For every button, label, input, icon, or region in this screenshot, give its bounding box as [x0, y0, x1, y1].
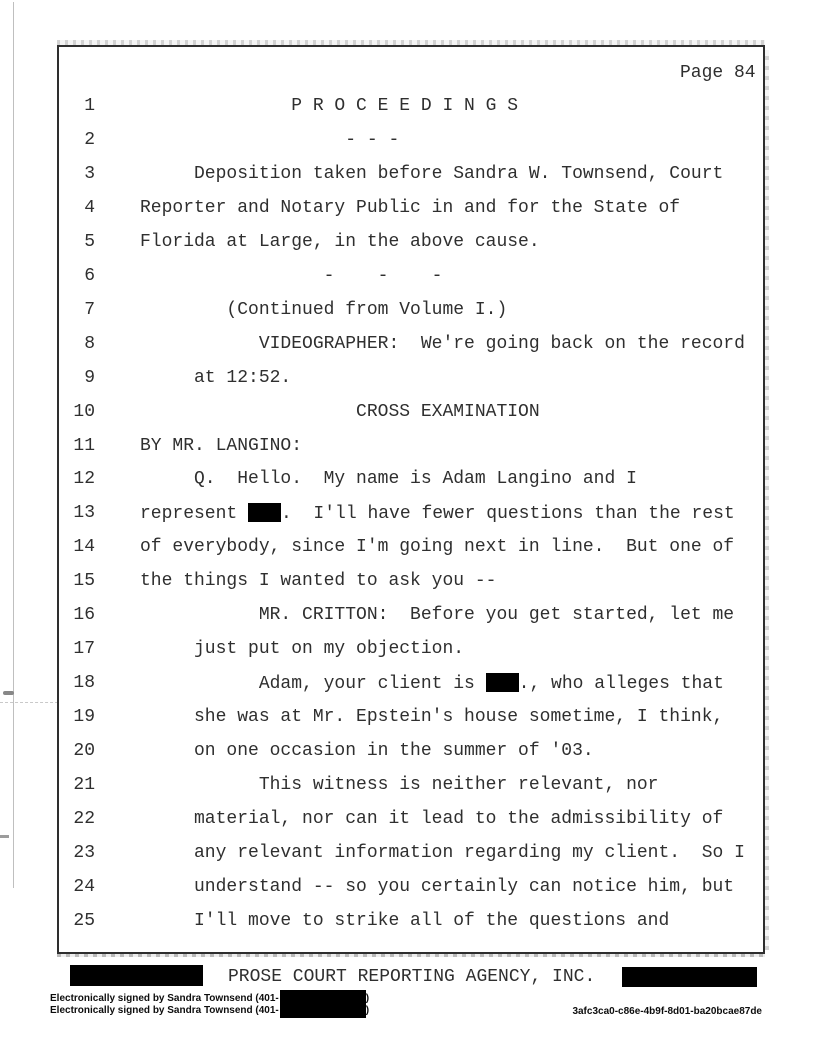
- line-number: 25: [73, 910, 95, 931]
- transcript-line: [0, 911, 816, 933]
- transcript-line: [0, 368, 816, 390]
- line-text: at 12:52.: [140, 367, 292, 388]
- line-text: - - -: [140, 129, 400, 150]
- footer-redaction-left: [70, 965, 203, 986]
- transcript-line: [0, 877, 816, 899]
- line-text: Deposition taken before Sandra W. Townsend, Court: [140, 163, 724, 184]
- transcript-line: [0, 673, 816, 695]
- line-text: just put on my objection.: [140, 639, 465, 660]
- line-number: 16: [73, 605, 95, 626]
- transcript-line: [0, 775, 816, 797]
- signature-text: Electronically signed by Sandra Townsend (401-: [50, 992, 279, 1004]
- transcript-line: [0, 96, 816, 118]
- line-number: 2: [84, 129, 95, 150]
- transcript-line: [0, 402, 816, 424]
- line-text: BY MR. LANGINO:: [140, 435, 303, 456]
- line-text: understand -- so you certainly can notice him, but: [140, 876, 735, 897]
- line-text: (Continued from Volume I.): [140, 299, 508, 320]
- line-text: of everybody, since I'm going next in line. But one of: [140, 537, 735, 558]
- line-number: 13: [73, 503, 95, 524]
- transcript-line: [0, 334, 816, 356]
- transcript-line: [0, 266, 816, 288]
- line-text: P R O C E E D I N G S: [140, 96, 519, 116]
- line-number: 24: [73, 876, 95, 897]
- redaction-box: [486, 673, 519, 692]
- transcript-line: [0, 164, 816, 186]
- line-number: 5: [84, 231, 95, 252]
- transcript-line: [0, 198, 816, 220]
- transcript-line: [0, 537, 816, 559]
- line-text: Florida at Large, in the above cause.: [140, 231, 540, 252]
- line-text: Adam, your client is ., who alleges that: [140, 674, 724, 695]
- signature-suffix: ): [365, 992, 370, 1004]
- line-number: 15: [73, 571, 95, 592]
- line-text: she was at Mr. Epstein's house sometime, I think,: [140, 707, 724, 728]
- transcript-line: [0, 605, 816, 627]
- line-number: 1: [84, 96, 95, 116]
- line-number: 20: [73, 741, 95, 762]
- transcript-line: [0, 843, 816, 865]
- line-number: 10: [73, 401, 95, 422]
- transcript-line: [0, 469, 816, 491]
- line-number: 6: [84, 265, 95, 286]
- transcript-line: [0, 130, 816, 152]
- line-text: This witness is neither relevant, nor: [140, 775, 659, 795]
- signature-suffix: ): [365, 1004, 370, 1016]
- line-number: 4: [84, 197, 95, 218]
- footer-agency-name: PROSE COURT REPORTING AGENCY, INC.: [228, 967, 596, 987]
- signature-redaction-box: [280, 1002, 366, 1018]
- transcript-line: [0, 809, 816, 831]
- signature-text: Electronically signed by Sandra Townsend (401-: [50, 1004, 279, 1016]
- line-text: material, nor can it lead to the admissibility of: [140, 808, 724, 829]
- transcript-line: [0, 300, 816, 322]
- line-number: 21: [73, 775, 95, 795]
- line-number: 11: [73, 435, 95, 456]
- line-text: I'll move to strike all of the questions and: [140, 910, 670, 931]
- line-number: 14: [73, 537, 95, 558]
- line-number: 17: [73, 639, 95, 660]
- line-number: 18: [73, 673, 95, 694]
- transcript-line: [0, 571, 816, 593]
- line-text: the things I wanted to ask you --: [140, 571, 497, 592]
- line-number: 8: [84, 333, 95, 354]
- line-text: represent . I'll have fewer questions than the rest: [140, 504, 735, 525]
- transcript-line: [0, 232, 816, 254]
- line-number: 3: [84, 163, 95, 184]
- line-number: 22: [73, 808, 95, 829]
- line-text: any relevant information regarding my client. So I: [140, 842, 745, 863]
- page-number: Page 84: [680, 63, 756, 83]
- transcript-line: [0, 639, 816, 661]
- transcript-line: [0, 436, 816, 458]
- line-text: CROSS EXAMINATION: [140, 401, 540, 422]
- document-hash: 3afc3ca0-c86e-4b9f-8d01-ba20bcae87de: [572, 1006, 762, 1017]
- transcript-line: [0, 741, 816, 763]
- line-number: 12: [73, 469, 95, 490]
- line-text: - - -: [140, 265, 443, 286]
- signature-block: [50, 992, 369, 1016]
- line-number: 9: [84, 367, 95, 388]
- line-text: Reporter and Notary Public in and for the State of: [140, 197, 681, 218]
- redaction-box: [248, 503, 281, 522]
- line-text: VIDEOGRAPHER: We're going back on the record: [140, 333, 745, 354]
- line-text: on one occasion in the summer of '03.: [140, 741, 594, 762]
- transcript-line: [0, 503, 816, 525]
- line-number: 19: [73, 707, 95, 728]
- transcript-line: [0, 707, 816, 729]
- line-text: Q. Hello. My name is Adam Langino and I: [140, 469, 637, 490]
- scan-margin-mark: [0, 835, 9, 838]
- footer-redaction-right: [622, 967, 757, 987]
- signature-line: [50, 1004, 369, 1016]
- line-text: MR. CRITTON: Before you get started, let me: [140, 605, 735, 626]
- line-number: 7: [84, 299, 95, 320]
- line-number: 23: [73, 842, 95, 863]
